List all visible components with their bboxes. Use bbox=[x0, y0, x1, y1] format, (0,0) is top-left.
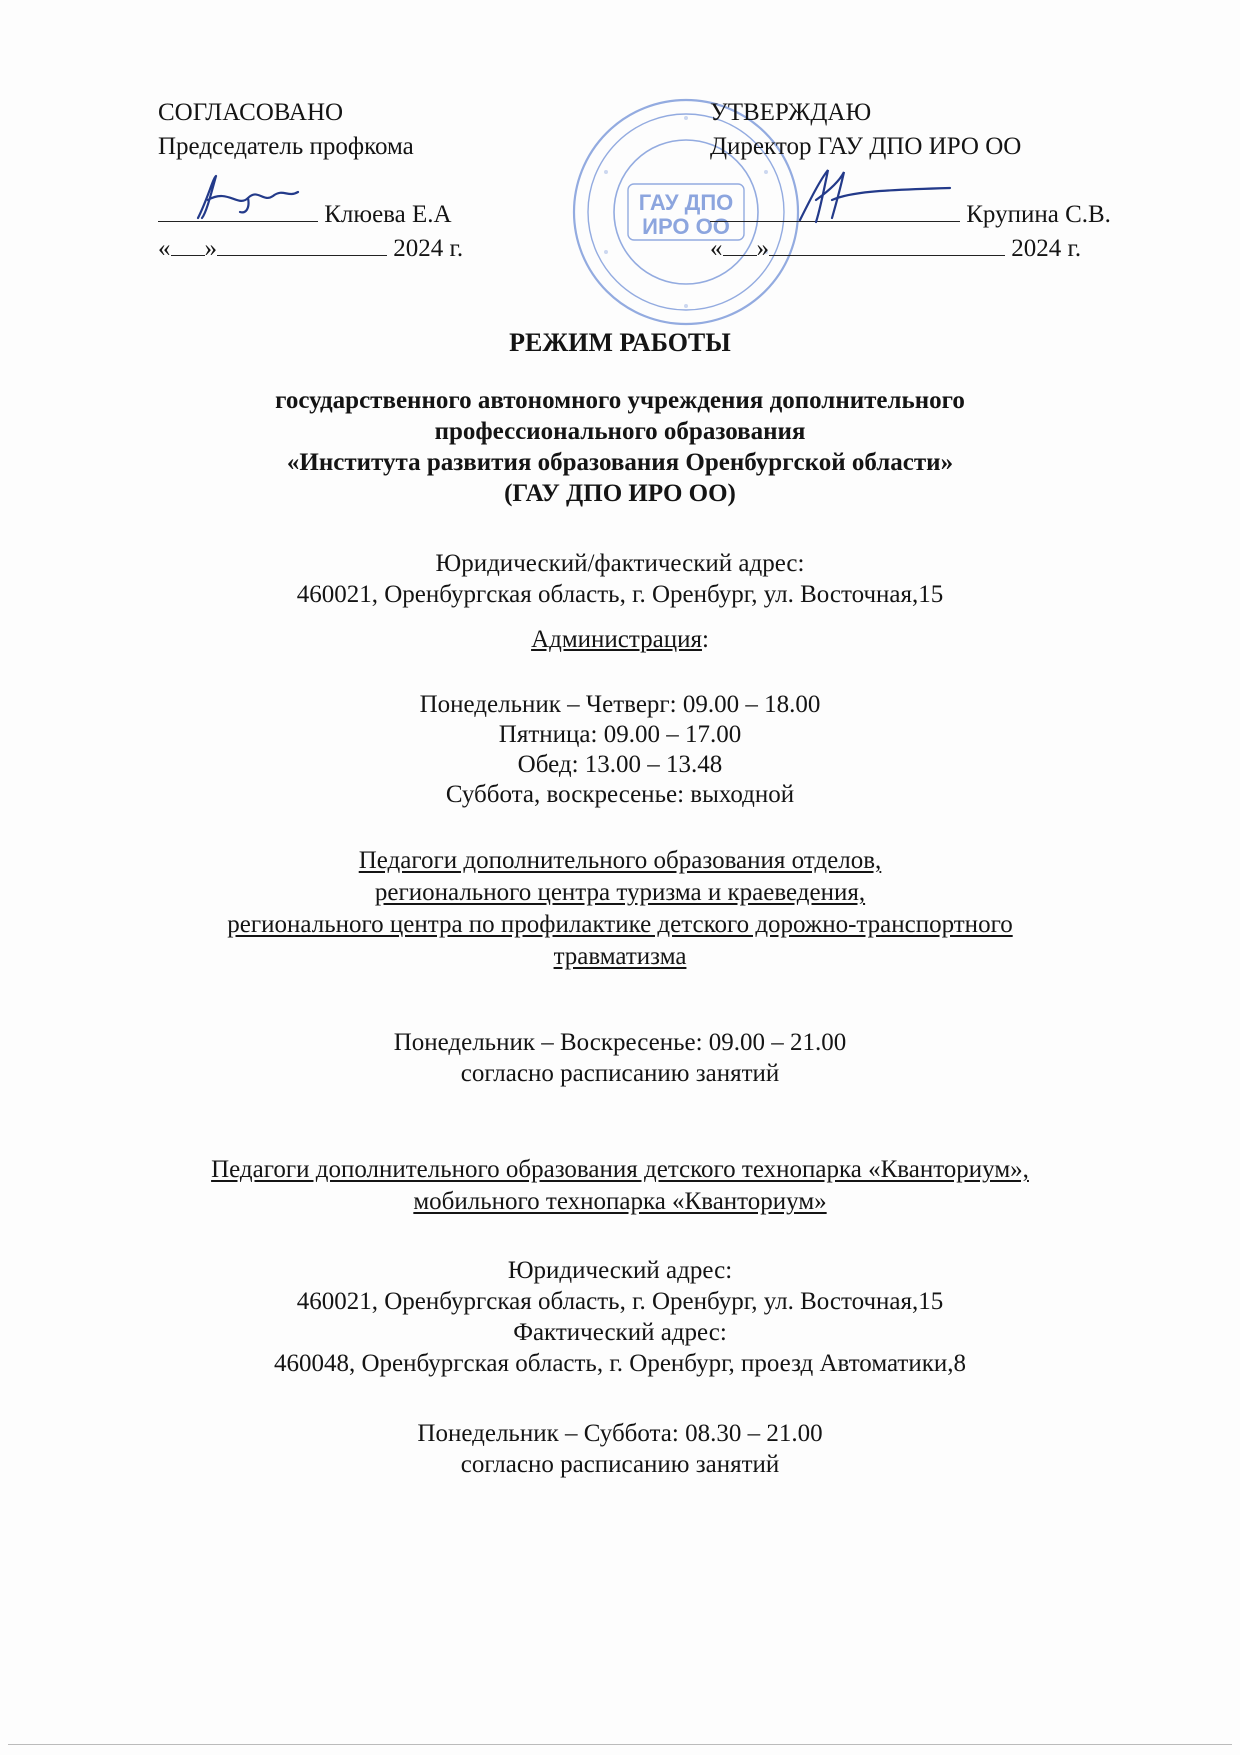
actual-address-label: Фактический адрес: bbox=[513, 1319, 727, 1346]
org-line: государственного автономного учреждения дополнительного bbox=[275, 387, 965, 414]
admin-schedule bbox=[100, 690, 1140, 810]
approved-year: 2024 г. bbox=[1011, 235, 1082, 262]
director-signature bbox=[780, 160, 960, 240]
date-quote-open: « bbox=[158, 235, 171, 262]
date-quote-open: « bbox=[710, 235, 723, 262]
agreed-name: Клюева Е.А bbox=[324, 201, 452, 228]
heading-line: Педагоги дополнительного образования детского технопарка «Кванториум», bbox=[211, 1156, 1029, 1183]
schedule-line: Понедельник – Суббота: 08.30 – 21.00 bbox=[417, 1420, 823, 1447]
document-title: РЕЖИМ РАБОТЫ bbox=[509, 328, 731, 357]
organization-name bbox=[100, 385, 1140, 509]
schedule-line: согласно расписанию занятий bbox=[460, 1451, 780, 1478]
approved-position: Директор ГАУ ДПО ИРО ОО bbox=[710, 133, 1022, 160]
date-quote-close: » bbox=[204, 235, 217, 262]
heading-line: Педагоги дополнительного образования отделов, bbox=[358, 847, 882, 874]
agreed-heading: СОГЛАСОВАНО bbox=[158, 99, 344, 126]
schedule-line: согласно расписанию занятий bbox=[460, 1060, 780, 1087]
stamp-text-2: ИРО ОО bbox=[642, 214, 730, 239]
schedule-line: Суббота, воскресенье: выходной bbox=[445, 781, 795, 808]
chairman-signature bbox=[188, 168, 308, 228]
schedule-line: Пятница: 09.00 – 17.00 bbox=[498, 721, 742, 748]
address-section bbox=[100, 548, 1140, 610]
quantorium-addresses bbox=[100, 1255, 1140, 1379]
heading-line: регионального центра туризма и краеведения, bbox=[374, 879, 866, 906]
org-line: профессионального образования bbox=[434, 418, 806, 445]
quantorium-schedule bbox=[100, 1418, 1140, 1480]
schedule-line: Обед: 13.00 – 13.48 bbox=[517, 751, 723, 778]
heading-line: мобильного технопарка «Кванториум» bbox=[413, 1188, 827, 1215]
org-line: (ГАУ ДПО ИРО ОО) bbox=[504, 480, 736, 507]
date-quote-close: » bbox=[756, 235, 769, 262]
address-label: Юридический/фактический адрес: bbox=[435, 550, 805, 577]
departments-schedule bbox=[100, 1027, 1140, 1089]
agreed-year: 2024 г. bbox=[393, 235, 464, 262]
admin-heading-text: Администрация bbox=[531, 626, 702, 653]
schedule-line: Понедельник – Четверг: 09.00 – 18.00 bbox=[419, 691, 821, 718]
agreed-date-line bbox=[158, 232, 578, 266]
heading-line: регионального центра по профилактике детского дорожно-транспортного bbox=[227, 911, 1013, 938]
scan-edge-line bbox=[8, 1744, 1232, 1745]
stamp-text-1: ГАУ ДПО bbox=[638, 190, 734, 215]
approved-heading: УТВЕРЖДАЮ bbox=[710, 99, 872, 126]
address-value: 460021, Оренбургская область, г. Оренбург, ул. Восточная,15 bbox=[296, 581, 944, 608]
agreed-position: Председатель профкома bbox=[158, 133, 414, 160]
legal-address-value: 460021, Оренбургская область, г. Оренбург, ул. Восточная,15 bbox=[296, 1288, 944, 1315]
admin-heading bbox=[100, 626, 1140, 654]
org-line: «Института развития образования Оренбургской области» bbox=[286, 449, 954, 476]
legal-address-label: Юридический адрес: bbox=[507, 1257, 733, 1284]
schedule-line: Понедельник – Воскресенье: 09.00 – 21.00 bbox=[393, 1029, 847, 1056]
admin-heading-colon: : bbox=[701, 626, 709, 653]
quantorium-heading bbox=[100, 1154, 1140, 1218]
actual-address-value: 460048, Оренбургская область, г. Оренбург, проезд Автоматики,8 bbox=[273, 1350, 967, 1377]
approved-name: Крупина С.В. bbox=[966, 201, 1111, 228]
departments-heading bbox=[100, 845, 1140, 973]
heading-line: травматизма bbox=[553, 943, 687, 970]
